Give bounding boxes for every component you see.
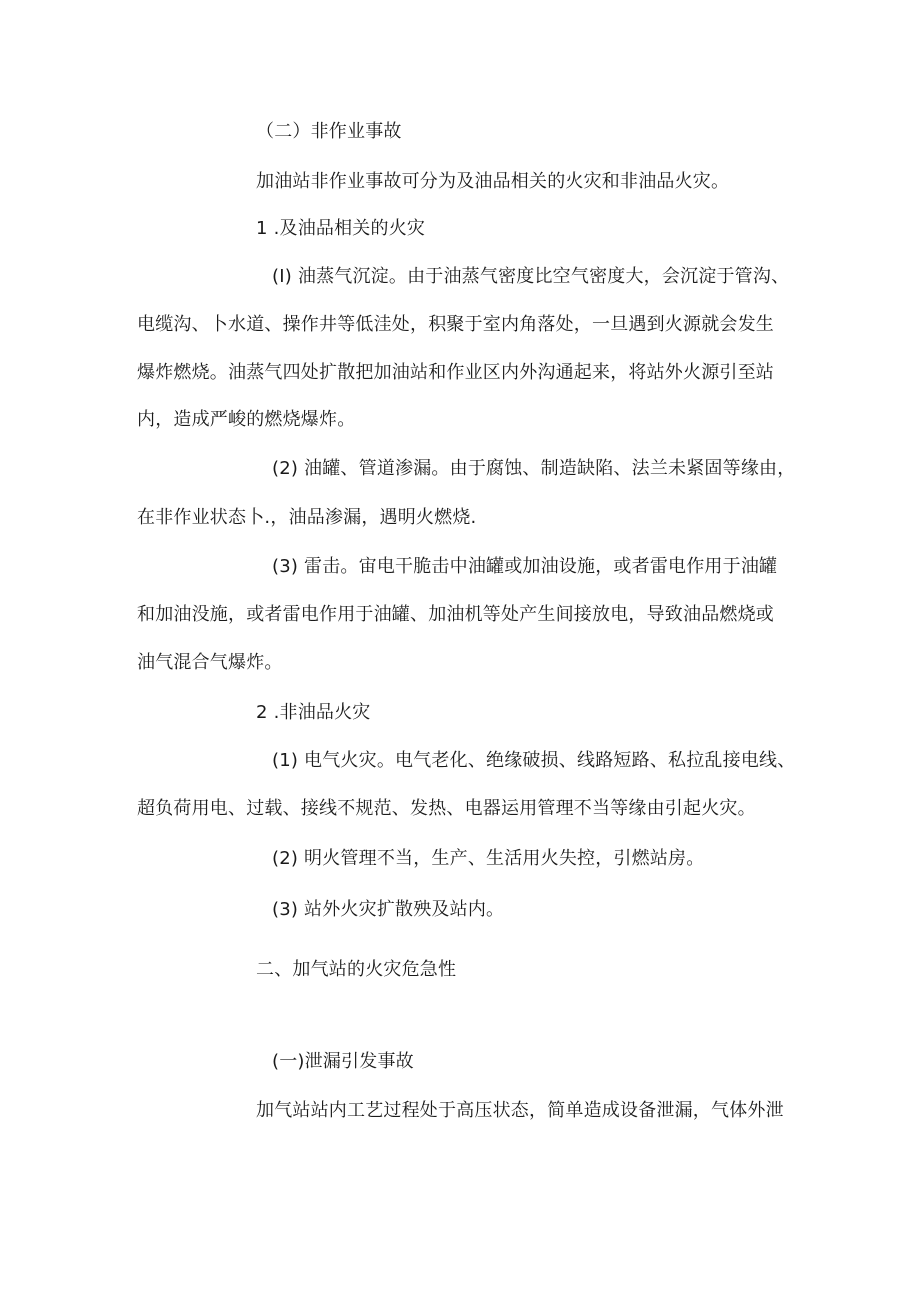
paragraph-line: 加油站非作业事故可分为及油品相关的火灾和非油品火灾。 [256,171,730,192]
paragraph-line: 加气站站内工艺过程处于高压状态，简单造成设备泄漏，气体外泄 [256,1100,784,1121]
subheading-oil-related-fire: 1 .及油品相关的火灾 [256,218,426,239]
subheading-non-oil-fire: 2 .非油品火灾 [256,702,371,723]
paragraph-line: (3) 站外火灾扩散殃及站内。 [272,899,505,920]
paragraph-line: 爆炸燃烧。油蒸气四处扩散把加油站和作业区内外沟通起来，将站外火源引至站 [137,362,774,383]
section-heading-non-operational-accidents: （二）非作业事故 [256,121,402,142]
paragraph-line: 电缆沟、卜水道、操作井等低洼处，积聚于室内角落处，一旦遇到火源就会发生 [137,314,774,335]
paragraph-line: 和加油没施，或者雷电作用于油罐、加油机等处产生间接放电，导致油品燃烧或 [137,604,774,625]
subheading-leak-accidents: (一)泄漏引发事故 [272,1051,414,1072]
paragraph-line: 内，造成严峻的燃烧爆炸。 [137,409,356,430]
paragraph-line: (2) 明火管理不当，生产、生活用火失控，引燃站房。 [272,848,705,869]
paragraph-line: 油气混合气爆炸。 [137,652,283,673]
paragraph-line: (2) 油罐、管道渗漏。由于腐蚀、制造缺陷、法兰未紧固等缘由， [272,458,796,479]
paragraph-line: 超负荷用电、过载、接线不规范、发热、电器运用管理不当等缘由引起火灾。 [137,798,756,819]
paragraph-line: 在非作业状态卜.，油品渗漏，遇明火燃烧. [137,507,477,528]
paragraph-line: (I) 油蒸气沉淀。由于油蒸气密度比空气密度大，会沉淀于管沟、 [272,266,790,287]
section-heading-gas-station-fire-hazard: 二、加气站的火灾危急性 [256,959,457,980]
paragraph-line: (1) 电气火灾。电气老化、绝缘破损、线路短路、私拉乱接电线、 [272,750,796,771]
paragraph-line: (3) 雷击。宙电干脆击中油罐或加油设施，或者雷电作用于油罐 [272,556,778,577]
